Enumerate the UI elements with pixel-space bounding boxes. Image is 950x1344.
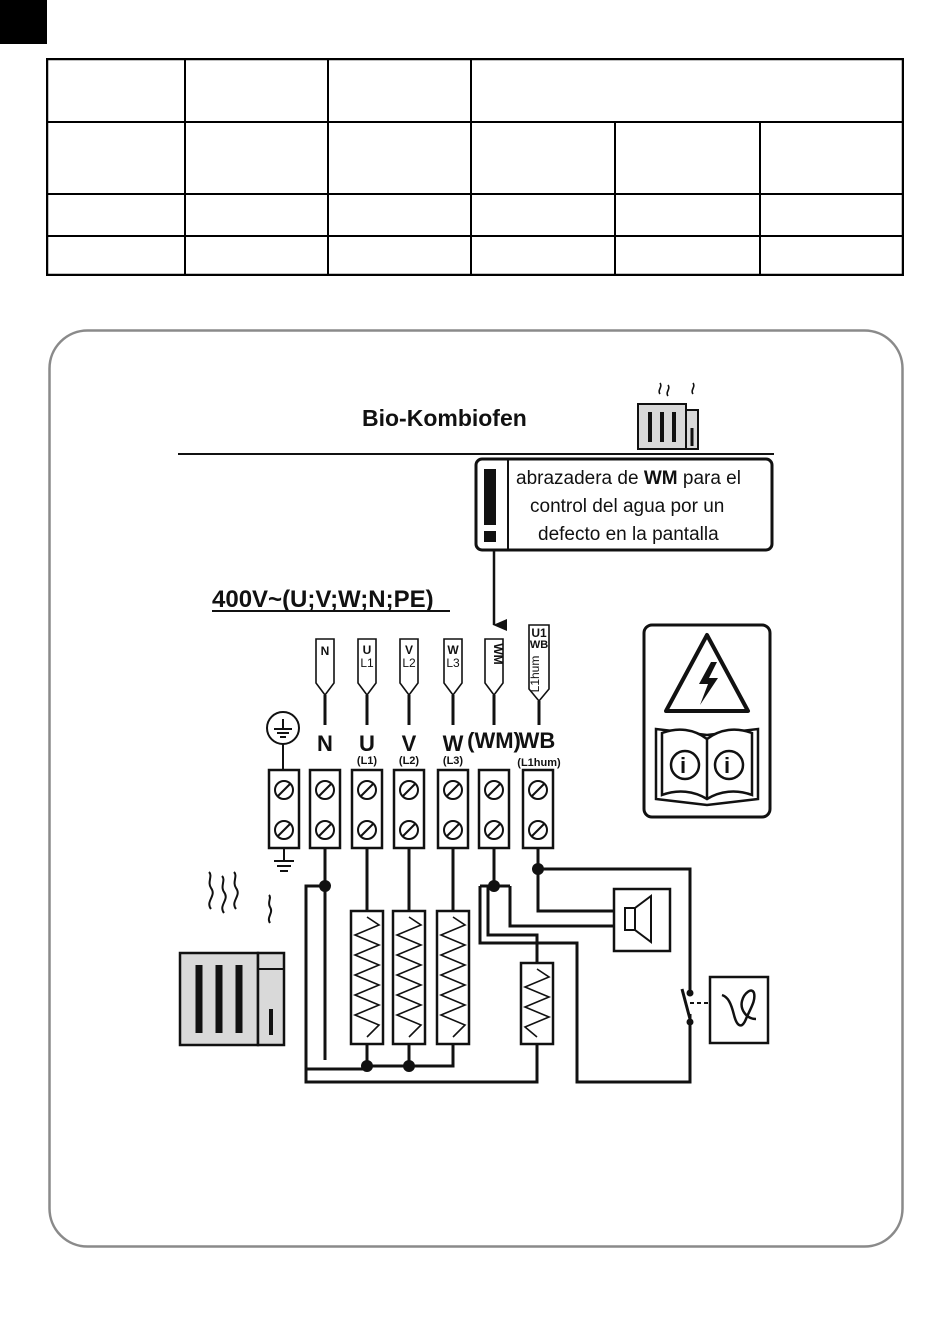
humidifier-element	[521, 963, 553, 1044]
svg-text:L3: L3	[446, 656, 460, 670]
terminal-sub-w: (L3)	[442, 755, 464, 767]
info-icon: i	[724, 753, 731, 778]
svg-text:L2: L2	[402, 656, 416, 670]
terminal-wm	[479, 770, 509, 848]
wiring-diagram	[48, 329, 904, 1248]
terminal-label-wb: WB	[518, 728, 556, 753]
terminal-block	[269, 770, 553, 848]
terminal-label-wm: (WM)	[467, 728, 521, 753]
wm-note-box	[476, 459, 772, 550]
corner-marker	[0, 0, 47, 44]
sauna-heater-icon	[638, 383, 698, 449]
diagram-title: Bio-Kombiofen	[362, 405, 527, 431]
cable-tag-n	[316, 639, 334, 725]
terminal-label-w: W	[442, 731, 464, 756]
heating-element-icon	[437, 911, 469, 1044]
terminal-pe	[269, 770, 299, 848]
ground-icon	[267, 712, 299, 770]
table-cell	[48, 60, 184, 121]
cable-tag-v	[400, 639, 418, 725]
svg-text:WB: WB	[529, 639, 549, 651]
terminal-wb	[523, 770, 553, 848]
svg-text:U1: U1	[531, 626, 547, 640]
terminal-sub-v: (L2)	[398, 755, 420, 767]
cable-tag-wb	[528, 625, 549, 725]
terminal-v	[394, 770, 424, 848]
terminal-label-n: N	[317, 731, 333, 756]
terminal-u	[352, 770, 382, 848]
svg-text:V: V	[404, 643, 414, 657]
terminal-n	[310, 770, 340, 848]
terminal-sub-u: (L1)	[356, 755, 378, 767]
svg-text:N: N	[320, 644, 330, 658]
spec-table	[46, 58, 904, 276]
sauna-heater-icon	[180, 872, 284, 1045]
supply-voltage-label: 400V~(U;V;W;N;PE)	[212, 586, 434, 613]
exclamation-icon	[484, 469, 496, 525]
cable-tag-w	[444, 639, 462, 725]
earth-icon	[274, 848, 294, 871]
svg-text:U: U	[362, 643, 372, 657]
note-line-2: control del agua por un	[530, 496, 725, 517]
heating-element-icon	[393, 911, 425, 1044]
info-icon: i	[680, 753, 687, 778]
svg-text:WM: WM	[491, 643, 505, 665]
terminal-w	[438, 770, 468, 848]
heating-element-icon	[351, 911, 383, 1044]
note-line-3: defecto en la pantalla	[538, 524, 719, 545]
terminal-sub-wb: (L1hum)	[517, 757, 561, 769]
read-manual-icon	[656, 729, 758, 805]
svg-text:L1: L1	[360, 656, 374, 670]
svg-text:W: W	[447, 643, 459, 657]
thermostat-icon	[710, 977, 768, 1043]
svg-text:L1hum: L1hum	[528, 655, 542, 693]
thermostat-switch	[682, 984, 710, 1022]
speaker-icon	[614, 889, 670, 951]
cable-tag-wm	[485, 639, 505, 725]
note-line-1: abrazadera de WM para el	[516, 468, 741, 489]
safety-panel	[644, 625, 770, 817]
terminal-label-u: U	[359, 731, 375, 756]
cable-tag-u	[358, 639, 376, 725]
terminal-label-v: V	[401, 731, 417, 756]
